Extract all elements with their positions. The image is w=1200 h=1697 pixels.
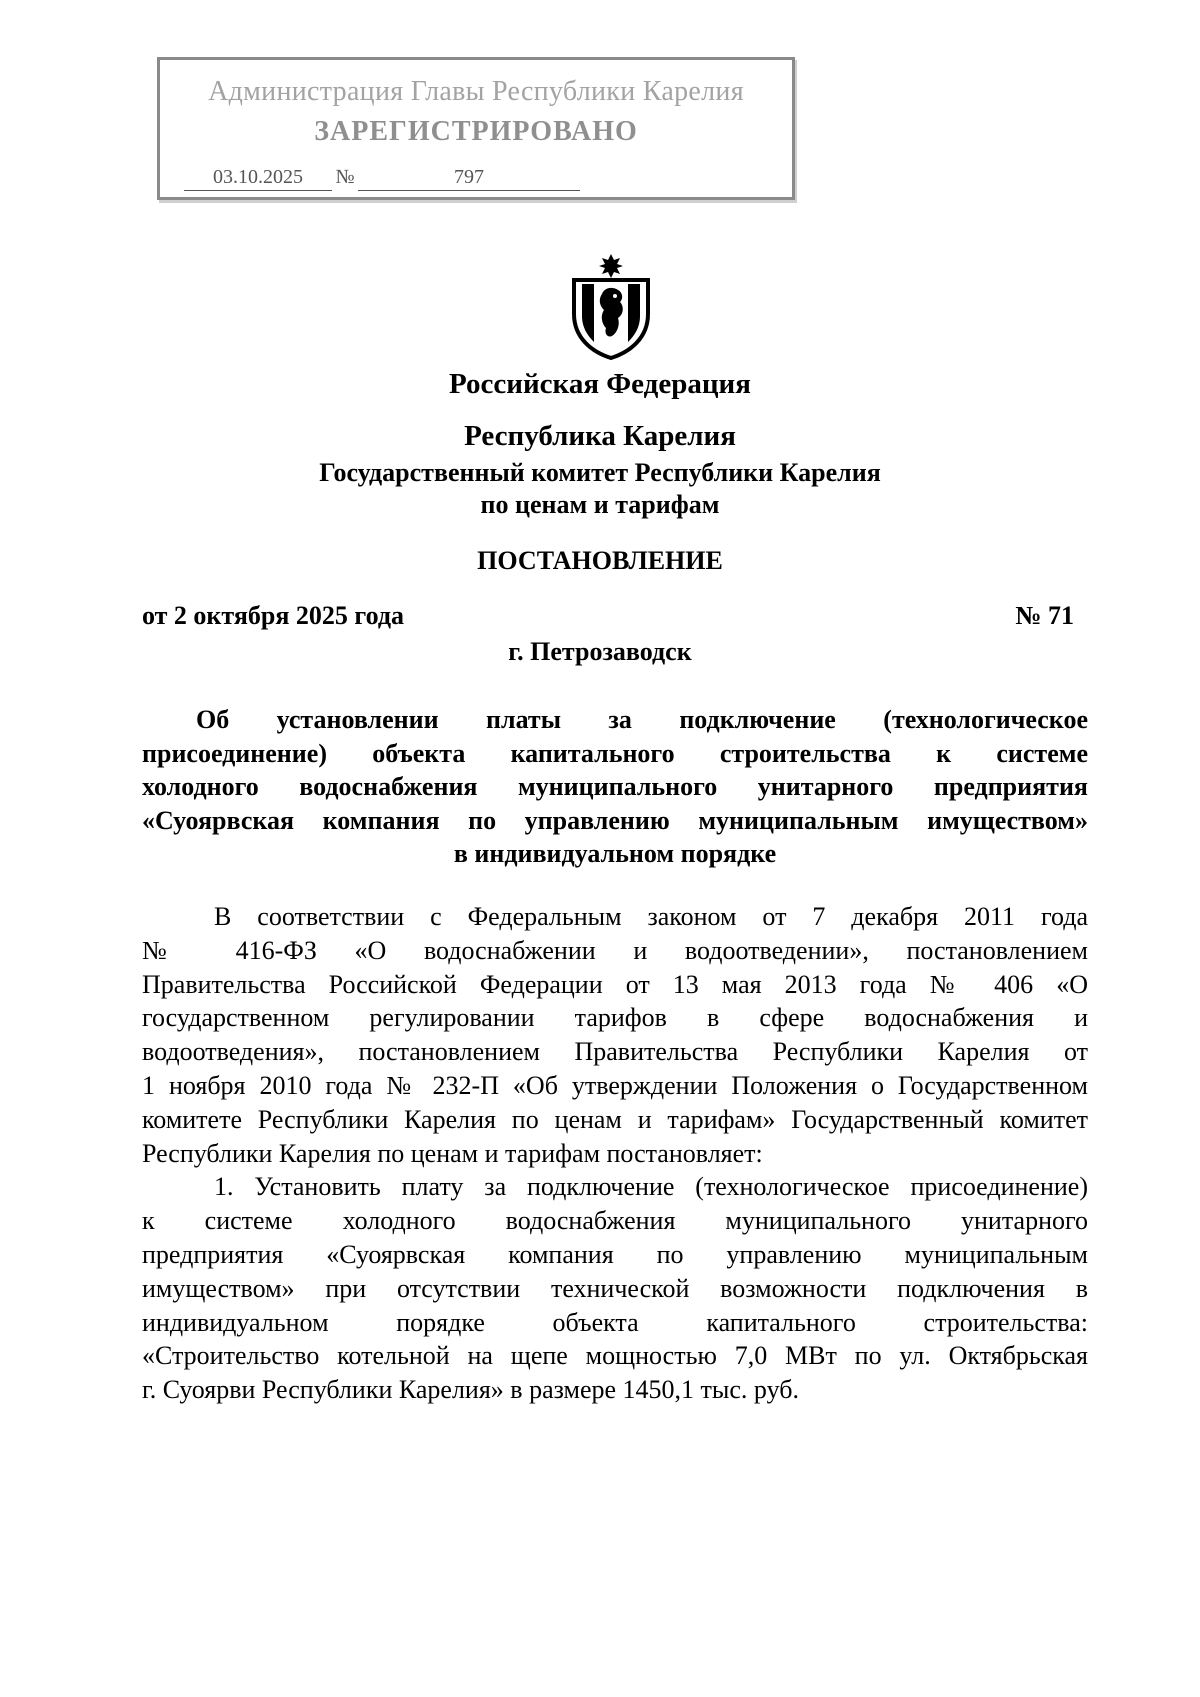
- document-number: № 71: [1015, 601, 1074, 630]
- body-line: 1 ноября 2010 года № 232-П «Об утверждении Положения о Государственном: [142, 1070, 1088, 1100]
- body-line: имуществом» при отсутствии технической возможности подключения в: [142, 1273, 1088, 1303]
- committee-line-2: по ценам и тарифам: [480, 490, 720, 519]
- body-line: предприятия «Суоярвская компания по управлению муниципальным: [142, 1239, 1088, 1269]
- document-date: от 2 октября 2025 года: [142, 601, 404, 630]
- body-line: комитете Республики Карелия по ценам и тарифам» Государственный комитет: [142, 1104, 1088, 1134]
- title-line: холодного водоснабжения муниципального унитарного предприятия: [142, 772, 1088, 801]
- title-line: в индивидуальном порядке: [453, 839, 777, 868]
- body-line: 1. Установить плату за подключение (технологическое присоединение): [214, 1172, 1088, 1202]
- republic-heading: Республика Карелия: [464, 420, 736, 452]
- body-line: индивидуальном порядке объекта капитального строительства:: [142, 1307, 1088, 1337]
- stamp-number: 797: [358, 166, 580, 191]
- title-line: Об установлении платы за подключение (технологическое: [196, 705, 1088, 734]
- body-line: Республики Карелия по ценам и тарифам постановляет:: [142, 1138, 763, 1168]
- stamp-date: 03.10.2025: [184, 166, 332, 191]
- document-city: г. Петрозаводск: [508, 637, 692, 666]
- country-heading: Российская Федерация: [449, 368, 751, 400]
- body-line: г. Суоярви Республики Карелия» в размере 1450,1 тыс. руб.: [142, 1375, 799, 1405]
- date-number-row: [142, 601, 1074, 631]
- body-line: к системе холодного водоснабжения муниципального унитарного: [142, 1206, 1088, 1236]
- body-line: В соответствии с Федеральным законом от 7 декабря 2011 года: [214, 902, 1088, 931]
- stamp-organization: Администрация Главы Республики Карелия: [208, 76, 744, 107]
- body-line: государственном регулировании тарифов в сфере водоснабжения и: [142, 1003, 1088, 1033]
- body-line: водоотведения», постановлением Правительства Республики Карелия от: [142, 1037, 1088, 1067]
- body-line: «Строительство котельной на щепе мощностью 7,0 МВт по ул. Октябрьская: [142, 1341, 1088, 1371]
- registration-stamp: [157, 57, 795, 200]
- title-line: присоединение) объекта капитального строительства к системе: [142, 738, 1088, 768]
- stamp-registration-line: [184, 166, 580, 191]
- stamp-status: ЗАРЕГИСТРИРОВАНО: [314, 116, 638, 147]
- stamp-number-sign: №: [335, 166, 355, 188]
- karelia-coat-of-arms-icon: [568, 252, 654, 360]
- body-line: № 416-ФЗ «О водоснабжении и водоотведении», постановлением: [142, 935, 1088, 965]
- document-body: [142, 900, 1088, 1407]
- committee-line-1: Государственный комитет Республики Карелия: [319, 458, 881, 487]
- document-type: ПОСТАНОВЛЕНИЕ: [477, 546, 723, 575]
- title-line: «Суоярвская компания по управлению муниципальным имуществом»: [142, 805, 1088, 835]
- body-line: Правительства Российской Федерации от 13 мая 2013 года № 406 «О: [142, 969, 1088, 999]
- document-title: [142, 703, 1088, 871]
